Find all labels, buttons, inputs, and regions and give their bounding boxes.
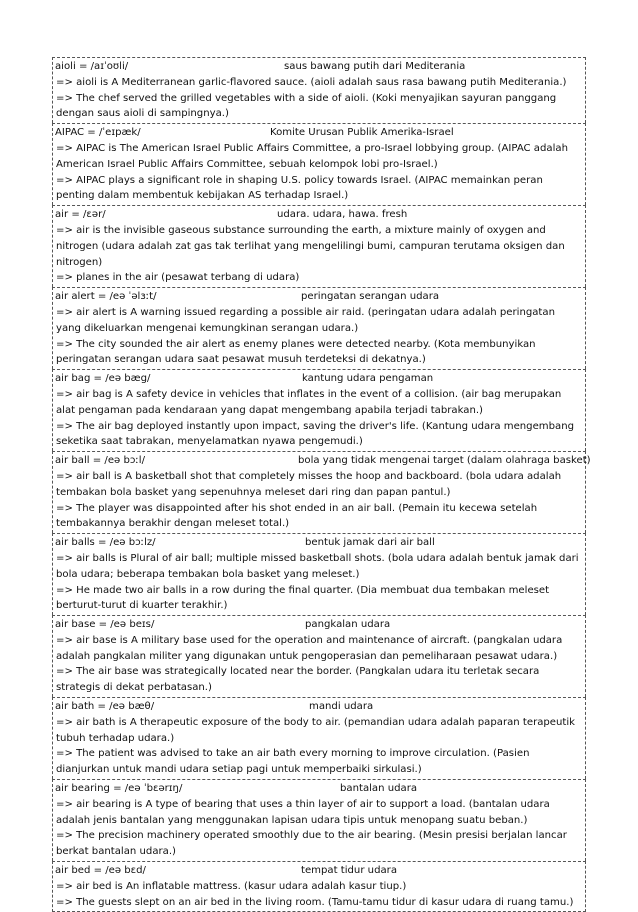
dictionary-entry [52, 533, 586, 615]
entry-example: => The air bag deployed instantly upon impact, saving the driver's life. (Kantung udara mengembang seketika saat tabrakan, menyelamatkan nyawa pengemudi.) [56, 420, 575, 448]
entry-example: => The air base was strategically located near the border. (Pangkalan udara itu terletak secara strategis di dekat perbatasan.) [56, 666, 540, 694]
entry-header [55, 863, 583, 879]
entry-translation: udara. udara, hawa. fresh [277, 209, 408, 221]
dictionary-page [52, 57, 591, 912]
entry-header [55, 617, 583, 633]
entry-header [55, 59, 583, 75]
entry-header [55, 207, 583, 223]
dictionary-entry [52, 615, 586, 697]
entry-example: => The patient was advised to take an air bath every morning to improve circulation. (Pasien dianjurkan untuk mandi udara setiap pagi untuk memperbaiki sirkulasi.) [56, 748, 530, 776]
entry-translation: peringatan serangan udara [301, 291, 440, 303]
entry-translation: bantalan udara [340, 783, 418, 795]
entry-translation: saus bawang putih dari Mediterania [284, 61, 466, 72]
entry-term: air base = /eə beɪs/ [55, 619, 155, 631]
entry-definition: => air bearing is A type of bearing that uses a thin layer of air to support a load. (bantalan udara adalah jenis bantalan yang menggunakan lapisan udara tipis untuk menopang suatu beban.) [56, 798, 550, 826]
entry-definition: => air is the invisible gaseous substance surrounding the earth, a mixture mainly of oxygen and nitrogen (udara adalah zat gas tak terlihat yang mengelilingi bumi, campuran terutama oksigen dan nitrogen) [56, 224, 565, 268]
entry-header [55, 453, 591, 469]
entry-header [55, 125, 583, 141]
entry-example: => The chef served the grilled vegetables with a side of aioli. (Koki menyajikan sayuran panggang dengan saus aioli di sampingnya.) [56, 92, 557, 120]
entry-term: air bath = /eə bæθ/ [55, 701, 155, 713]
entry-term: air ball = /eə bɔːl/ [55, 455, 146, 467]
entry-definition: => air bag is A safety device in vehicles that inflates in the event of a collision. (air bag merupakan alat pengaman pada kendaraan yang dapat mengembang apabila terjadi tabrakan.) [56, 388, 562, 416]
entry-definition: => air ball is A basketball shot that completely misses the hoop and backboard. (bola udara adalah tembakan bola basket yang sepenuhnya meleset dari ring dan papan pantul.) [56, 470, 562, 498]
entry-term: air balls = /eə bɔːlz/ [55, 537, 156, 549]
entry-definition: => AIPAC is The American Israel Public Affairs Committee, a pro-Israel lobbying group. (AIPAC adalah American Israel Public Affairs Committee, sebuah kelompok lobi pro-Israel.) [56, 142, 568, 170]
dictionary-entry [52, 57, 586, 123]
entry-term: air bed = /eə bɛd/ [55, 865, 146, 877]
entry-definition: => air bed is An inflatable mattress. (kasur udara adalah kasur tiup.) [56, 880, 407, 892]
entry-term: air bag = /eə bæg/ [55, 373, 151, 385]
entry-term: AIPAC = /ˈeɪpæk/ [55, 127, 141, 139]
entry-definition: => air base is A military base used for the operation and maintenance of aircraft. (pangkalan udara adalah pangkalan militer yang digunakan untuk pengoperasian dan pemeliharaan pesawat udara.) [56, 634, 563, 662]
entry-term: aioli = /aɪˈoʊli/ [55, 61, 129, 72]
entry-example: => He made two air balls in a row during the final quarter. (Dia membuat dua tembakan meleset berturut-turut di kuarter terakhir.) [56, 584, 550, 612]
dictionary-entry [52, 861, 586, 912]
entry-translation: mandi udara [309, 701, 374, 713]
entry-translation: pangkalan udara [305, 619, 391, 631]
dictionary-entry [52, 123, 586, 205]
dictionary-entry [52, 205, 586, 287]
dictionary-entry [52, 451, 591, 533]
entry-header [55, 371, 583, 387]
entry-translation: bentuk jamak dari air ball [305, 537, 435, 549]
entry-definition: => air balls is Plural of air ball; multiple missed basketball shots. (bola udara adalah bentuk jamak dari bola udara; beberapa tembakan bola basket yang meleset.) [56, 552, 579, 580]
entry-definition: => air alert is A warning issued regarding a possible air raid. (peringatan udara adalah peringatan yang dikeluarkan mengenai kemungkinan serangan udara.) [56, 306, 555, 334]
entry-translation: Komite Urusan Publik Amerika-Israel [270, 127, 454, 139]
entry-example: => planes in the air (pesawat terbang di udara) [56, 272, 300, 284]
dictionary-entry [52, 697, 586, 779]
entry-term: air = /ɛər/ [55, 209, 106, 221]
entry-header [55, 699, 583, 715]
dictionary-entry [52, 287, 586, 369]
entry-translation: kantung udara pengaman [302, 373, 434, 385]
dictionary-entry [52, 369, 586, 451]
entry-definition: => aioli is A Mediterranean garlic-flavored sauce. (aioli adalah saus rasa bawang putih Mediterania.) [56, 76, 567, 88]
entry-header [55, 781, 583, 797]
entry-translation: bola yang tidak mengenai target (dalam olahraga basket) [298, 455, 591, 467]
entry-example: => The player was disappointed after his shot ended in an air ball. (Pemain itu kecewa setelah tembakannya berakhir dengan meleset total.) [56, 502, 538, 530]
entry-example: => The city sounded the air alert as enemy planes were detected nearby. (Kota membunyikan peringatan serangan udara saat pesawat musuh terdeteksi di dekatnya.) [56, 338, 536, 366]
entry-translation: tempat tidur udara [301, 865, 398, 877]
entry-header [55, 289, 583, 305]
entry-example: => The guests slept on an air bed in the living room. (Tamu-tamu tidur di kasur udara di ruang tamu.) [56, 896, 574, 908]
entry-term: air bearing = /eə ˈbɛərɪŋ/ [55, 783, 183, 795]
entry-term: air alert = /eə ˈəlɜːt/ [55, 291, 157, 303]
entry-header [55, 535, 583, 551]
dictionary-entry [52, 779, 586, 861]
entry-example: => AIPAC plays a significant role in shaping U.S. policy towards Israel. (AIPAC memainkan peran penting dalam membentuk kebijakan AS terhadap Israel.) [56, 174, 543, 202]
entry-definition: => air bath is A therapeutic exposure of the body to air. (pemandian udara adalah paparan terapeutik tubuh terhadap udara.) [56, 716, 576, 744]
entry-example: => The precision machinery operated smoothly due to the air bearing. (Mesin presisi berjalan lancar berkat bantalan udara.) [56, 830, 567, 858]
